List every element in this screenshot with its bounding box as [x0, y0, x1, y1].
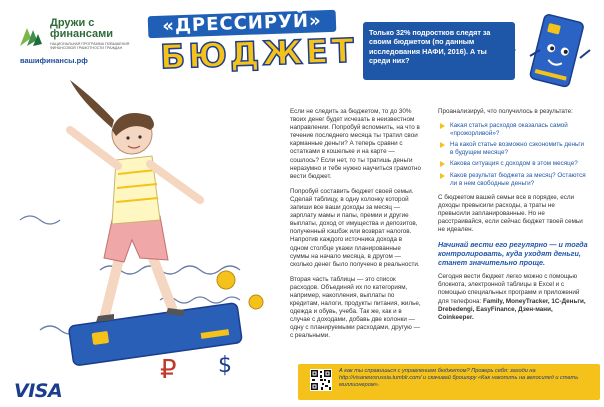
paragraph-family-income: Попробуй составить бюджет своей семьи. Сделай таблицу, в одну колонку которой запиши все ваши доходы за месяц — зарплату мамы и папы, премии и другие выплаты, доход от имущества и депозитов, полученный кэшбэк или возврат налогов. Напротив каждого источника дохода в одном столбце укажи планированные суммы на начало месяца, в другом — сколько денег было получено в реальности.: [290, 187, 420, 268]
paragraph-budget-intro: Если не следить за бюджетом, то до 30% твоих денег будет исчезать в неизвестном направлении. Попробуй вспомнить, на что в течение последнего месяца ты тратил свои карманные деньги? А теперь сравни с остатками в кошельке и на карте — сошлось? Если нет, то ты тратишь деньги неразумно и тебе нужно научиться грамотно вести бюджет.: [290, 108, 421, 180]
paragraph-expenses: Вторая часть таблицы — это список расходов. Объединяй их по категориям, например, накопления, выплаты по кредитам, налоги, продукты питания, жилье, одежда и обувь, учеба. Так же, как и в случае с доходами, добавь две колонки — одну с планируемыми расходами, другую — с реальными.: [290, 275, 421, 340]
logo-icon: [20, 24, 42, 46]
highlight-callout: Начинай вести его регулярно — и тогда контролировать, куда уходят деньги, станет значительно проще.: [438, 240, 588, 268]
fact-box: Только 32% подростков следят за своим бюджетом (по данным исследования НАФИ, 2016). А ты среди них?: [363, 22, 515, 80]
apps-list: Family, MoneyTracker, 1С-Деньги, Drebedengi, EasyFinance, Дзен-мани, Coinkeeper.: [438, 297, 586, 321]
svg-text:$: $: [218, 353, 232, 378]
qr-code-icon: [310, 369, 332, 391]
girl-surfing-illustration: [0, 70, 300, 380]
list-item: Каков результат бюджета за месяц? Остаются ли в нем свободные деньги?: [438, 172, 588, 188]
list-item: На какой статье возможно сэкономить деньги в будущем месяце?: [438, 141, 588, 157]
logo-title: Дружи с финансами: [50, 17, 114, 40]
question-list: [438, 122, 588, 188]
column-1: [290, 108, 421, 348]
apps-intro: Сегодня вести бюджет легко можно с помощью блокнота, электронной таблицы в Excel и с помощью специальных программ и приложений для телефона:: [438, 273, 580, 305]
logo-url-link[interactable]: вашифинансы.рф: [20, 56, 88, 65]
svg-text:₽: ₽: [160, 355, 177, 380]
list-item: Какая статья расходов оказалась самой «прожорливой»?: [438, 122, 588, 138]
paragraph-apps: [438, 273, 588, 322]
visa-logo: VISA: [14, 380, 63, 402]
card-mascot-illustration: [520, 10, 596, 98]
column-2: [438, 108, 588, 328]
paragraph-budget-ok: С бюджетом вашей семьи все в порядке, если доходы превысили расходы, а траты не превысили запланированные. Но не расстраивайся, если сейчас бюджет твоей семьи не идеален.: [438, 193, 583, 234]
banner-text: А как ты справишься с управлением бюджетом? Проверь себя: заходи на http://visanewsrussia.tumblr.com/ и скачивай брошюру «Как накопить на велосипед и стать миллионером».: [339, 368, 579, 389]
title-top: «ДРЕССИРУЙ»: [148, 10, 337, 39]
fact-box-pointer: [506, 42, 516, 58]
page-title: БЮДЖЕТ: [159, 30, 358, 77]
analysis-intro: Проанализируй, что получилось в результате:: [438, 108, 573, 115]
list-item: Какова ситуация с доходом в этом месяце?: [438, 160, 588, 168]
logo-subtitle: НАЦИОНАЛЬНАЯ ПРОГРАММА ПОВЫШЕНИЯ ФИНАНСОВОЙ ГРАМОТНОСТИ ГРАЖДАН: [50, 42, 130, 51]
